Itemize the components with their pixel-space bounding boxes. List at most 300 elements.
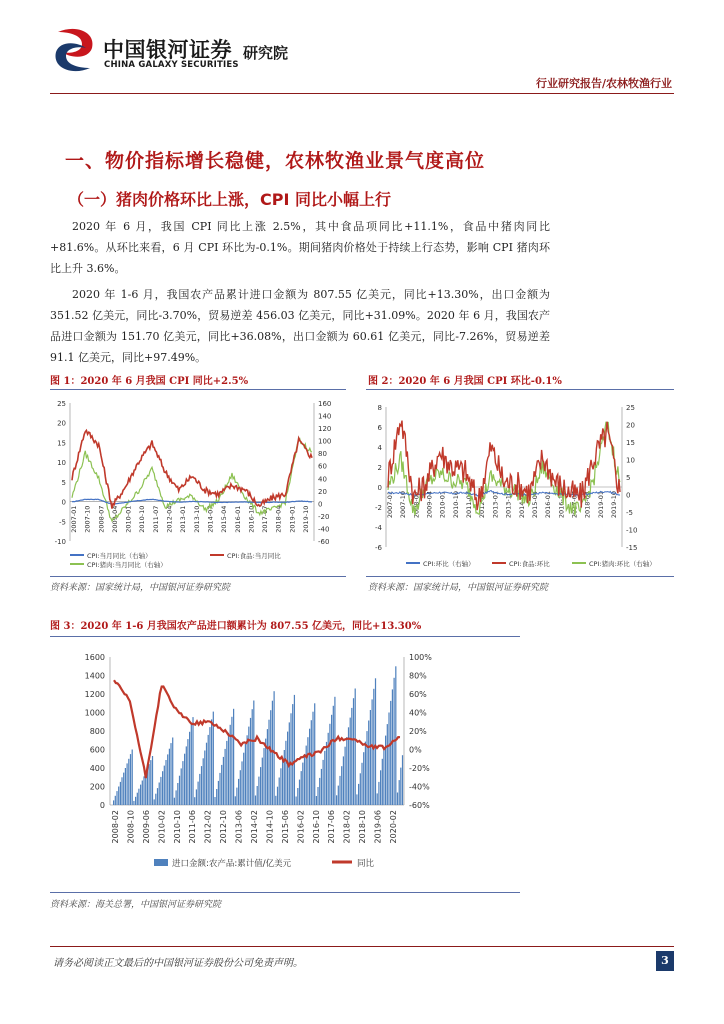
x-tick-label: 2017-06 bbox=[327, 810, 337, 844]
bar bbox=[380, 770, 381, 805]
bar bbox=[181, 768, 182, 805]
bar bbox=[356, 794, 357, 805]
bar bbox=[130, 754, 131, 805]
bar bbox=[160, 777, 161, 805]
bar bbox=[301, 771, 302, 805]
bar bbox=[218, 781, 219, 805]
y-tick-right: 40 bbox=[318, 475, 327, 484]
y-tick-right: 100 bbox=[318, 437, 332, 446]
bar bbox=[285, 741, 286, 805]
bar bbox=[377, 793, 378, 805]
bar bbox=[177, 783, 178, 805]
y-tick-right: -40 bbox=[318, 525, 330, 534]
bar bbox=[311, 720, 312, 805]
bar bbox=[179, 776, 180, 805]
bar bbox=[203, 758, 204, 805]
y-tick-right: 0 bbox=[626, 491, 631, 500]
bar bbox=[189, 732, 190, 805]
x-tick-label: 2012-04 bbox=[478, 491, 487, 519]
bar bbox=[358, 784, 359, 805]
x-tick-label: 2014-10 bbox=[265, 810, 275, 844]
bar bbox=[121, 777, 122, 805]
bar bbox=[378, 782, 379, 805]
paragraph-text: 2020 年 1-6 月，我国农产品累计进口金额为 807.55 亿美元，同比+13.30%，出口金额为 351.52 亿美元，同比-3.70%，贸易逆差 456.03 亿美元，同比+31.09%。2020 年 6 月，我国农产品进口金额为 151.70 亿美元，同比+36.08%，出口金额为 60.61 亿美元，同比-7.26%，贸易逆差 91.1 亿美元，同比+97.49%。 bbox=[50, 288, 550, 364]
bar bbox=[366, 731, 367, 805]
bar bbox=[304, 754, 305, 805]
header-divider bbox=[50, 93, 674, 94]
y-tick-left: 1200 bbox=[84, 690, 105, 699]
x-tick-label: 2008-10 bbox=[126, 810, 136, 844]
x-tick-label: 2013-01 bbox=[179, 505, 188, 533]
bar bbox=[387, 724, 388, 805]
x-tick-label: 2013-10 bbox=[504, 491, 513, 519]
bar bbox=[302, 763, 303, 805]
x-tick-label: 2018-04 bbox=[274, 505, 283, 533]
x-tick-label: 2014-02 bbox=[250, 810, 259, 844]
bar bbox=[135, 797, 136, 805]
y-tick-right: 0% bbox=[409, 745, 422, 755]
bar bbox=[209, 727, 210, 805]
legend-label: CPI:猪肉:环比（右轴） bbox=[589, 560, 656, 568]
x-tick-label: 2016-10 bbox=[557, 491, 566, 519]
bar bbox=[128, 759, 129, 805]
bar bbox=[216, 789, 217, 805]
bar bbox=[157, 788, 158, 805]
y-tick-left: 15 bbox=[57, 439, 66, 448]
bar bbox=[309, 729, 310, 805]
y-tick-right: 160 bbox=[318, 400, 332, 408]
x-tick-label: 2007-10 bbox=[399, 491, 408, 519]
x-tick-label: 2019-10 bbox=[610, 491, 618, 519]
bar bbox=[343, 756, 344, 805]
bar bbox=[221, 765, 222, 805]
footer-disclaimer: 请务必阅读正文最后的中国银河证券股份公司免责声明。 bbox=[53, 958, 303, 969]
bar bbox=[372, 699, 373, 805]
bar bbox=[247, 735, 248, 805]
bar bbox=[282, 759, 283, 805]
bar bbox=[211, 719, 212, 805]
bar bbox=[345, 747, 346, 805]
bar bbox=[263, 748, 264, 805]
bar bbox=[138, 789, 139, 805]
fig2-bottom-rule bbox=[366, 576, 674, 577]
x-tick-label: 2017-07 bbox=[570, 491, 579, 519]
bar bbox=[307, 737, 308, 805]
bar bbox=[272, 701, 273, 805]
bar bbox=[223, 757, 224, 805]
x-tick-label: 2010-10 bbox=[172, 810, 182, 844]
y-tick-right: -60 bbox=[318, 538, 330, 546]
y-tick-left: 5 bbox=[61, 478, 66, 487]
bar bbox=[292, 704, 293, 805]
bar bbox=[297, 788, 298, 805]
report-type: 行业研究报告/农林牧渔行业 bbox=[535, 77, 672, 90]
x-tick-label: 2015-04 bbox=[530, 491, 539, 519]
bar bbox=[368, 721, 369, 806]
x-tick-label: 2009-06 bbox=[141, 810, 151, 844]
fig1-source: 资料来源：国家统计局，中国银河证券研究院 bbox=[50, 583, 231, 593]
bar bbox=[174, 798, 175, 805]
legend-label: CPI:当月同比（右轴） bbox=[87, 552, 152, 560]
bar bbox=[317, 787, 318, 805]
bar bbox=[360, 773, 361, 805]
legend-label: 同比 bbox=[357, 859, 375, 869]
bar bbox=[312, 712, 313, 805]
bar bbox=[268, 720, 269, 805]
y-tick-left: 1400 bbox=[84, 671, 105, 681]
bar bbox=[279, 778, 280, 806]
bar bbox=[115, 796, 116, 805]
y-tick-right: 60% bbox=[409, 690, 427, 699]
y-tick-left: -2 bbox=[375, 504, 382, 512]
bar bbox=[228, 733, 229, 805]
x-tick-label: 2018-10 bbox=[358, 810, 368, 844]
bar bbox=[219, 773, 220, 805]
bar bbox=[167, 754, 168, 805]
bar bbox=[194, 797, 195, 805]
y-tick-right: -20 bbox=[318, 512, 330, 521]
y-tick-left: 4 bbox=[377, 444, 382, 452]
bar bbox=[196, 789, 197, 805]
bar bbox=[155, 794, 156, 805]
y-tick-left: 1000 bbox=[84, 708, 105, 718]
bar bbox=[258, 777, 259, 805]
bar bbox=[363, 752, 364, 805]
fig2-source: 资料来源：国家统计局，中国银河证券研究院 bbox=[368, 583, 549, 593]
x-tick-label: 2010-02 bbox=[157, 810, 167, 844]
bar bbox=[253, 701, 254, 806]
bar bbox=[164, 766, 165, 805]
x-tick-label: 2008-02 bbox=[111, 810, 120, 844]
bar bbox=[208, 735, 209, 805]
bar bbox=[142, 781, 143, 806]
fig2-top-rule bbox=[366, 389, 674, 390]
legend-label: CPI:食品:环比 bbox=[509, 560, 550, 568]
bar bbox=[198, 782, 199, 805]
x-tick-label: 2012-10 bbox=[219, 810, 229, 844]
bar bbox=[182, 761, 183, 805]
fig1-caption: 图 1：2020 年 6 月我国 CPI 同比+2.5% bbox=[50, 376, 249, 387]
bar bbox=[116, 791, 117, 805]
x-tick-label: 2011-07 bbox=[465, 491, 474, 519]
y-tick-right: 15 bbox=[626, 439, 635, 447]
bar bbox=[120, 782, 121, 805]
x-tick-label: 2009-04 bbox=[110, 505, 119, 533]
bar bbox=[176, 790, 177, 805]
bar bbox=[226, 741, 227, 805]
section-subtitle: （一）猪肉价格环比上涨，CPI 同比小幅上行 bbox=[68, 190, 391, 209]
x-tick-label: 2016-01 bbox=[233, 505, 242, 533]
bar bbox=[388, 713, 389, 806]
x-tick-label: 2011-06 bbox=[188, 810, 198, 844]
legend-label: CPI:食品:当月同比 bbox=[227, 552, 281, 560]
y-tick-left: 8 bbox=[377, 404, 382, 412]
y-tick-left: 200 bbox=[89, 782, 105, 792]
bar bbox=[159, 783, 160, 806]
y-tick-right: 5 bbox=[626, 474, 631, 482]
paragraph-cpi bbox=[50, 216, 550, 279]
bar bbox=[346, 737, 347, 805]
y-tick-left: 0 bbox=[61, 498, 66, 507]
x-tick-label: 2013-06 bbox=[234, 810, 244, 844]
bar bbox=[267, 729, 268, 805]
fig2-chart bbox=[366, 395, 672, 573]
x-tick-label: 2012-04 bbox=[165, 505, 174, 533]
y-tick-left: 600 bbox=[89, 745, 105, 755]
fig3-source: 资料来源：海关总署，中国银河证券研究院 bbox=[50, 900, 222, 910]
bar bbox=[331, 715, 332, 805]
y-tick-right: -10 bbox=[626, 526, 638, 535]
x-tick-label: 2019-06 bbox=[373, 810, 383, 844]
bar bbox=[125, 768, 126, 805]
y-tick-right: 25 bbox=[626, 404, 635, 412]
bar bbox=[172, 738, 173, 806]
x-tick-label: 2016-10 bbox=[247, 505, 256, 533]
bar bbox=[260, 767, 261, 805]
bar bbox=[152, 756, 153, 805]
y-tick-left: 400 bbox=[89, 764, 105, 773]
x-tick-label: 2010-10 bbox=[451, 491, 460, 519]
fig1-chart bbox=[50, 395, 348, 573]
fig3-bottom-rule bbox=[50, 892, 520, 893]
bar bbox=[280, 768, 281, 805]
y-tick-left: -10 bbox=[54, 538, 66, 546]
x-tick-label: 2007-01 bbox=[70, 505, 78, 533]
y-tick-left: -6 bbox=[375, 544, 382, 552]
bar bbox=[250, 718, 251, 805]
bar bbox=[192, 717, 193, 805]
y-tick-right: -15 bbox=[626, 544, 638, 552]
bar bbox=[262, 758, 263, 805]
bar bbox=[143, 776, 144, 805]
x-tick-label: 2020-02 bbox=[389, 810, 398, 844]
bar bbox=[187, 739, 188, 805]
y-tick-right: 100% bbox=[409, 653, 432, 662]
bar bbox=[321, 769, 322, 805]
institute-label: 研究院 bbox=[243, 44, 289, 62]
bar bbox=[170, 743, 171, 805]
legend-swatch bbox=[154, 859, 168, 866]
page-number: 3 bbox=[656, 951, 674, 971]
y-tick-left: 0 bbox=[99, 801, 105, 810]
logo-blue-swoosh bbox=[55, 43, 90, 71]
y-tick-right: 10 bbox=[626, 456, 635, 465]
x-tick-label: 2015-04 bbox=[220, 505, 229, 533]
y-tick-right: -40% bbox=[409, 782, 430, 792]
y-tick-right: 40% bbox=[409, 708, 427, 718]
y-tick-left: 0 bbox=[377, 484, 382, 492]
y-tick-right: 140 bbox=[318, 412, 332, 421]
y-tick-left: 2 bbox=[377, 464, 382, 472]
bar bbox=[365, 742, 366, 805]
fig1-bottom-rule bbox=[50, 576, 346, 577]
x-tick-label: 2019-01 bbox=[288, 505, 297, 533]
bar bbox=[339, 776, 340, 805]
y-tick-right: 20 bbox=[318, 487, 327, 496]
x-tick-label: 2007-01 bbox=[386, 491, 394, 519]
section-title: 一、物价指标增长稳健，农林牧渔业景气度高位 bbox=[65, 150, 486, 172]
x-tick-label: 2019-01 bbox=[596, 491, 605, 519]
y-tick-right: -20% bbox=[409, 764, 430, 773]
paragraph-trade bbox=[50, 284, 550, 368]
bar bbox=[294, 695, 295, 805]
bar bbox=[265, 739, 266, 805]
bar bbox=[133, 801, 134, 805]
bar bbox=[270, 710, 271, 805]
x-tick-label: 2013-10 bbox=[192, 505, 201, 533]
bar bbox=[324, 751, 325, 805]
y-tick-left: -4 bbox=[375, 524, 382, 532]
x-tick-label: 2014-07 bbox=[206, 505, 215, 533]
bar bbox=[361, 763, 362, 805]
y-tick-right: 60 bbox=[318, 462, 327, 471]
bar bbox=[127, 763, 128, 805]
y-tick-left: 6 bbox=[377, 424, 382, 432]
bar bbox=[149, 764, 150, 805]
bar bbox=[233, 709, 234, 805]
bar bbox=[290, 713, 291, 805]
bar bbox=[319, 778, 320, 805]
y-tick-right: -60% bbox=[409, 801, 430, 810]
y-tick-left: 800 bbox=[89, 727, 105, 736]
x-tick-label: 2010-01 bbox=[124, 505, 133, 533]
y-tick-left: 20 bbox=[57, 419, 66, 428]
fig3-chart bbox=[60, 645, 480, 875]
bar bbox=[257, 786, 258, 805]
x-tick-label: 2012-02 bbox=[203, 810, 213, 844]
fig1-top-rule bbox=[50, 389, 346, 390]
bar bbox=[390, 701, 391, 805]
x-tick-label: 2011-07 bbox=[151, 505, 160, 533]
bar bbox=[329, 724, 330, 805]
bar bbox=[323, 760, 324, 805]
bar bbox=[132, 750, 133, 806]
y-tick-right: 0 bbox=[318, 500, 323, 509]
bar bbox=[399, 780, 400, 805]
y-tick-right: 20% bbox=[409, 727, 427, 736]
legend-label: 进口金额:农产品:累计值/亿美元 bbox=[172, 859, 292, 869]
bar bbox=[338, 786, 339, 805]
x-tick-label: 2018-04 bbox=[583, 491, 592, 519]
x-tick-label: 2007-10 bbox=[83, 505, 92, 533]
bar bbox=[350, 718, 351, 805]
bar bbox=[383, 747, 384, 805]
x-tick-label: 2013-01 bbox=[491, 491, 500, 519]
bar bbox=[137, 793, 138, 805]
bar bbox=[245, 744, 246, 805]
bar bbox=[231, 717, 232, 805]
bar bbox=[243, 753, 244, 805]
fig2-caption: 图 2：2020 年 6 月我国 CPI 环比-0.1% bbox=[368, 376, 562, 387]
x-tick-label: 2016-01 bbox=[544, 491, 553, 519]
bar bbox=[328, 733, 329, 805]
series-line bbox=[114, 680, 400, 778]
y-tick-left: 1600 bbox=[84, 653, 105, 662]
bar bbox=[326, 742, 327, 805]
x-tick-label: 2010-01 bbox=[438, 491, 447, 519]
bar bbox=[240, 770, 241, 805]
bar bbox=[191, 724, 192, 805]
bar bbox=[277, 787, 278, 805]
company-name-cn: 中国银河证券 bbox=[103, 38, 232, 62]
bar bbox=[235, 796, 236, 805]
bar bbox=[248, 727, 249, 805]
bar bbox=[154, 799, 155, 805]
x-tick-label: 2016-02 bbox=[296, 810, 306, 844]
company-logo bbox=[48, 22, 100, 78]
bar bbox=[334, 697, 335, 805]
bar bbox=[284, 750, 285, 805]
bar bbox=[336, 795, 337, 805]
bar bbox=[400, 768, 401, 805]
bar bbox=[397, 793, 398, 806]
bar bbox=[341, 766, 342, 805]
bar bbox=[402, 755, 403, 805]
x-tick-label: 2016-10 bbox=[311, 810, 321, 844]
y-tick-left: -5 bbox=[59, 518, 66, 527]
bar bbox=[140, 785, 141, 805]
legend-label: CPI:猪肉:当月同比（右轴） bbox=[87, 561, 167, 569]
bar bbox=[186, 746, 187, 805]
bar bbox=[274, 691, 275, 805]
bar bbox=[118, 787, 119, 806]
x-tick-label: 2008-07 bbox=[412, 491, 421, 519]
bar bbox=[214, 797, 215, 805]
y-tick-left: 25 bbox=[57, 400, 66, 408]
bar bbox=[353, 698, 354, 805]
y-tick-right: 80% bbox=[409, 671, 427, 681]
footer-divider bbox=[50, 946, 674, 947]
y-tick-right: 120 bbox=[318, 425, 332, 434]
bar bbox=[169, 749, 170, 805]
bar bbox=[370, 710, 371, 805]
bar bbox=[333, 706, 334, 805]
x-tick-label: 2010-10 bbox=[138, 505, 147, 533]
x-tick-label: 2017-07 bbox=[261, 505, 270, 533]
bar bbox=[123, 773, 124, 805]
bar bbox=[236, 788, 237, 805]
bar bbox=[375, 678, 376, 805]
x-tick-label: 2019-10 bbox=[302, 505, 310, 533]
legend-label: CPI:环比（右轴） bbox=[423, 560, 475, 568]
y-tick-right: -5 bbox=[626, 509, 633, 517]
bar bbox=[241, 761, 242, 805]
bar bbox=[395, 666, 396, 805]
bar bbox=[287, 732, 288, 805]
bar bbox=[238, 779, 239, 805]
x-tick-label: 2014-07 bbox=[517, 491, 526, 519]
bar bbox=[351, 708, 352, 805]
bar bbox=[392, 689, 393, 805]
x-tick-label: 2009-04 bbox=[425, 491, 434, 519]
bar bbox=[206, 743, 207, 805]
fig3-caption: 图 3：2020 年 1-6 月我国农产品进口额累计为 807.55 亿美元，同比+13.30% bbox=[50, 621, 422, 632]
y-tick-left: 10 bbox=[57, 459, 66, 468]
bar bbox=[204, 751, 205, 806]
bar bbox=[355, 689, 356, 806]
fig3-top-rule bbox=[50, 636, 520, 637]
bar bbox=[113, 800, 114, 805]
bar bbox=[316, 796, 317, 805]
bar bbox=[252, 709, 253, 805]
x-tick-label: 2008-07 bbox=[97, 505, 106, 533]
bar bbox=[162, 771, 163, 805]
paragraph-text: 2020 年 6 月，我国 CPI 同比上涨 2.5%，其中食品项同比+11.1%，食品中猪肉同比+81.6%。从环比来看，6 月 CPI 环比为-0.1%。期间猪肉价格处于持续上行态势，影响 CPI 猪肉环比上升 3.6%。 bbox=[50, 220, 550, 275]
bar bbox=[296, 797, 297, 806]
company-name-en: CHINA GALAXY SECURITIES bbox=[104, 60, 239, 70]
y-tick-right: 80 bbox=[318, 450, 327, 459]
x-tick-label: 2015-06 bbox=[280, 810, 290, 844]
